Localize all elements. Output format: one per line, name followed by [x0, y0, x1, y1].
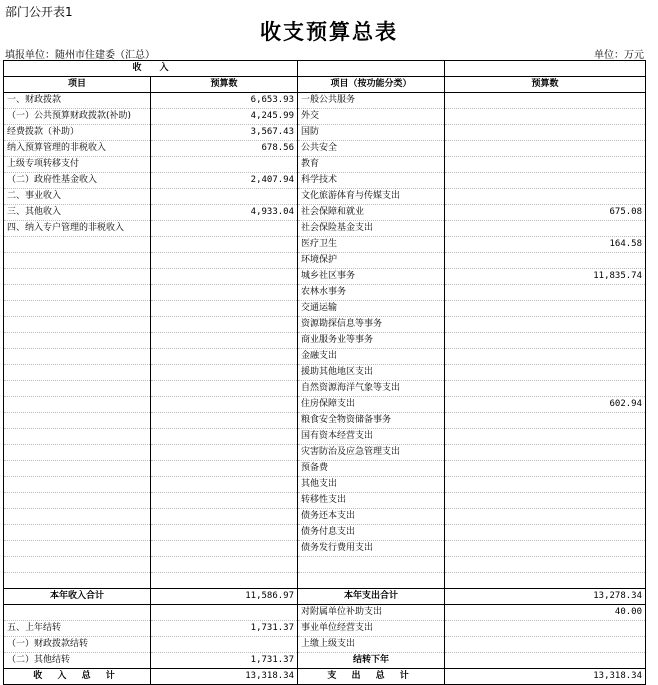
table-row [4, 605, 646, 621]
expense-amount-cell: 164.58 [445, 237, 646, 253]
expense-amount-cell [445, 525, 646, 541]
income-amount-cell [151, 541, 298, 557]
expense-item-cell: 社会保障和就业 [298, 205, 445, 221]
table-row [4, 557, 646, 573]
income-amount-cell [151, 253, 298, 269]
table-row [4, 141, 646, 157]
expense-amount-cell [445, 333, 646, 349]
income-item-cell: 二、事业收入 [4, 189, 151, 205]
expense-item-cell: 一般公共服务 [298, 93, 445, 109]
table-row [4, 397, 646, 413]
expense-item-cell: 社会保险基金支出 [298, 221, 445, 237]
income-item-cell [4, 413, 151, 429]
expense-amount-cell [445, 125, 646, 141]
income-amount-cell: 2,407.94 [151, 173, 298, 189]
column-header-row [4, 77, 646, 93]
income-item-cell [4, 557, 151, 573]
table-row [4, 509, 646, 525]
expense-amount-cell [445, 317, 646, 333]
income-amount-cell: 1,731.37 [151, 621, 298, 637]
expense-amount-cell [445, 413, 646, 429]
income-amount-cell [151, 605, 298, 621]
income-amount-cell [151, 525, 298, 541]
expense-item-cell: 医疗卫生 [298, 237, 445, 253]
income-item-cell: （二）其他结转 [4, 653, 151, 669]
expense-item-cell: 交通运输 [298, 301, 445, 317]
income-item-cell: 上级专项转移支付 [4, 157, 151, 173]
expense-total-label: 本年支出合计 [298, 589, 445, 605]
income-amount-cell [151, 269, 298, 285]
income-amount-cell [151, 413, 298, 429]
income-item-cell [4, 493, 151, 509]
income-item-cell [4, 461, 151, 477]
expense-amount-cell [445, 253, 646, 269]
income-item-cell [4, 397, 151, 413]
table-row [4, 621, 646, 637]
table-row [4, 221, 646, 237]
annual-total-row [4, 589, 646, 605]
income-amount-cell [151, 445, 298, 461]
income-item-cell [4, 365, 151, 381]
income-item-cell [4, 525, 151, 541]
table-row [4, 301, 646, 317]
expense-item-cell: 援助其他地区支出 [298, 365, 445, 381]
income-item-cell [4, 237, 151, 253]
income-item-header: 项目 [4, 77, 151, 93]
expense-item-cell [298, 573, 445, 589]
income-item-cell [4, 349, 151, 365]
expense-amount-cell [445, 141, 646, 157]
currency-unit: 单位：万元 [594, 50, 644, 61]
expense-amount-cell [445, 221, 646, 237]
income-grand-total-value: 13,318.34 [151, 669, 298, 685]
expense-item-cell: 灾害防治及应急管理支出 [298, 445, 445, 461]
income-amount-cell [151, 381, 298, 397]
expense-grand-total-value: 13,318.34 [445, 669, 646, 685]
income-item-cell: 纳入预算管理的非税收入 [4, 141, 151, 157]
expense-amount-cell [445, 637, 646, 653]
table-row [4, 381, 646, 397]
income-item-cell [4, 573, 151, 589]
expense-amount-cell [445, 445, 646, 461]
income-amount-cell [151, 221, 298, 237]
income-amount-cell [151, 189, 298, 205]
table-row [4, 333, 646, 349]
expense-amount-cell [445, 189, 646, 205]
table-row [4, 285, 646, 301]
income-total-label: 本年收入合计 [4, 589, 151, 605]
expense-item-cell: 结转下年 [298, 653, 445, 669]
expense-item-cell: 城乡社区事务 [298, 269, 445, 285]
income-item-cell [4, 301, 151, 317]
income-item-cell: （一）公共预算财政拨款(补助) [4, 109, 151, 125]
table-row [4, 413, 646, 429]
income-item-cell [4, 381, 151, 397]
expense-item-cell: 国有资本经营支出 [298, 429, 445, 445]
table-row [4, 269, 646, 285]
income-item-cell: （一）财政拨款结转 [4, 637, 151, 653]
income-item-cell: 经费拨款（补助） [4, 125, 151, 141]
expense-grand-total-label: 支 出 总 计 [298, 669, 445, 685]
expense-item-cell: 科学技术 [298, 173, 445, 189]
expense-item-cell: 其他支出 [298, 477, 445, 493]
income-amount-cell [151, 429, 298, 445]
empty-cell [298, 61, 445, 77]
expense-amount-cell [445, 653, 646, 669]
expense-amount-cell [445, 173, 646, 189]
income-amount-cell [151, 349, 298, 365]
expense-item-cell: 上缴上级支出 [298, 637, 445, 653]
table-row [4, 429, 646, 445]
table-row [4, 109, 646, 125]
income-amount-cell [151, 477, 298, 493]
income-item-cell [4, 477, 151, 493]
expense-total-value: 13,278.34 [445, 589, 646, 605]
income-item-cell [4, 445, 151, 461]
document-label: 部门公开表1 [5, 5, 73, 19]
expense-amount-cell [445, 365, 646, 381]
expense-amount-cell [445, 477, 646, 493]
income-group-header: 收 入 [4, 61, 298, 77]
income-item-cell: 五、上年结转 [4, 621, 151, 637]
table-row [4, 317, 646, 333]
income-item-cell [4, 317, 151, 333]
income-item-cell [4, 605, 151, 621]
table-row [4, 253, 646, 269]
expense-item-cell: 教育 [298, 157, 445, 173]
table-row [4, 445, 646, 461]
income-amount-cell: 4,933.04 [151, 205, 298, 221]
table-row [4, 205, 646, 221]
expense-amount-cell: 602.94 [445, 397, 646, 413]
expense-amount-cell: 40.00 [445, 605, 646, 621]
empty-cell [445, 61, 646, 77]
income-item-cell: 一、财政拨款 [4, 93, 151, 109]
income-item-cell [4, 253, 151, 269]
table-row [4, 125, 646, 141]
table-row [4, 637, 646, 653]
table-row [4, 653, 646, 669]
expense-amount-cell [445, 109, 646, 125]
expense-item-cell: 自然资源海洋气象等支出 [298, 381, 445, 397]
income-amount-cell [151, 237, 298, 253]
expense-item-cell: 债务还本支出 [298, 509, 445, 525]
table-row [4, 525, 646, 541]
expense-item-cell: 公共安全 [298, 141, 445, 157]
income-item-cell: 三、其他收入 [4, 205, 151, 221]
expense-amount-cell [445, 541, 646, 557]
income-item-cell [4, 509, 151, 525]
expense-amount-cell [445, 349, 646, 365]
income-amount-cell [151, 637, 298, 653]
reporting-unit: 填报单位：随州市住建委（汇总） [5, 50, 155, 61]
income-grand-total-label: 收 入 总 计 [4, 669, 151, 685]
income-amount-cell [151, 365, 298, 381]
expense-amount-cell [445, 285, 646, 301]
income-amount-cell: 4,245.99 [151, 109, 298, 125]
table-row [4, 573, 646, 589]
expense-item-cell: 外交 [298, 109, 445, 125]
income-item-cell: 四、纳入专户管理的非税收入 [4, 221, 151, 237]
table-row [4, 349, 646, 365]
income-amount-cell [151, 509, 298, 525]
income-amount-cell: 6,653.93 [151, 93, 298, 109]
income-amount-cell [151, 573, 298, 589]
income-amount-cell [151, 493, 298, 509]
income-amount-cell [151, 557, 298, 573]
expense-item-header: 项目（按功能分类） [298, 77, 445, 93]
income-item-cell [4, 285, 151, 301]
expense-amount-cell [445, 93, 646, 109]
table-row [4, 477, 646, 493]
page-title: 收支预算总表 [260, 19, 398, 44]
table-row [4, 189, 646, 205]
table-row [4, 93, 646, 109]
income-item-cell: （二）政府性基金收入 [4, 173, 151, 189]
income-item-cell [4, 541, 151, 557]
income-amount-cell: 1,731.37 [151, 653, 298, 669]
table-row [4, 173, 646, 189]
expense-item-cell: 债务发行费用支出 [298, 541, 445, 557]
expense-item-cell: 国防 [298, 125, 445, 141]
income-item-cell [4, 269, 151, 285]
income-total-value: 11,586.97 [151, 589, 298, 605]
expense-item-cell: 农林水事务 [298, 285, 445, 301]
income-amount-cell: 3,567.43 [151, 125, 298, 141]
expense-amount-cell [445, 157, 646, 173]
budget-summary-table [3, 60, 646, 685]
expense-item-cell: 事业单位经营支出 [298, 621, 445, 637]
expense-amount-cell [445, 381, 646, 397]
expense-amount-cell [445, 509, 646, 525]
income-group-header-row [4, 61, 646, 77]
income-amount-cell [151, 397, 298, 413]
expense-item-cell: 商业服务业等事务 [298, 333, 445, 349]
expense-amount-cell [445, 301, 646, 317]
expense-item-cell: 粮食安全物资储备事务 [298, 413, 445, 429]
expense-amount-cell [445, 493, 646, 509]
table-row [4, 365, 646, 381]
expense-amount-cell: 11,835.74 [445, 269, 646, 285]
income-item-cell [4, 333, 151, 349]
expense-item-cell: 金融支出 [298, 349, 445, 365]
table-row [4, 237, 646, 253]
income-amount-cell [151, 333, 298, 349]
income-item-cell [4, 429, 151, 445]
expense-item-cell: 资源勘探信息等事务 [298, 317, 445, 333]
income-amount-cell [151, 461, 298, 477]
income-amount-cell: 678.56 [151, 141, 298, 157]
income-amount-cell [151, 157, 298, 173]
income-amount-cell [151, 317, 298, 333]
income-amount-cell [151, 285, 298, 301]
table-row [4, 541, 646, 557]
expense-item-cell: 对附属单位补助支出 [298, 605, 445, 621]
expense-item-cell: 文化旅游体育与传媒支出 [298, 189, 445, 205]
income-amount-header: 预算数 [151, 77, 298, 93]
expense-amount-header: 预算数 [445, 77, 646, 93]
income-amount-cell [151, 301, 298, 317]
expense-amount-cell: 675.08 [445, 205, 646, 221]
expense-item-cell: 住房保障支出 [298, 397, 445, 413]
table-row [4, 157, 646, 173]
expense-amount-cell [445, 573, 646, 589]
expense-item-cell: 债务付息支出 [298, 525, 445, 541]
expense-amount-cell [445, 461, 646, 477]
expense-amount-cell [445, 429, 646, 445]
table-row [4, 461, 646, 477]
expense-item-cell [298, 557, 445, 573]
table-row [4, 493, 646, 509]
expense-item-cell: 环境保护 [298, 253, 445, 269]
expense-item-cell: 预备费 [298, 461, 445, 477]
expense-amount-cell [445, 557, 646, 573]
expense-item-cell: 转移性支出 [298, 493, 445, 509]
expense-amount-cell [445, 621, 646, 637]
